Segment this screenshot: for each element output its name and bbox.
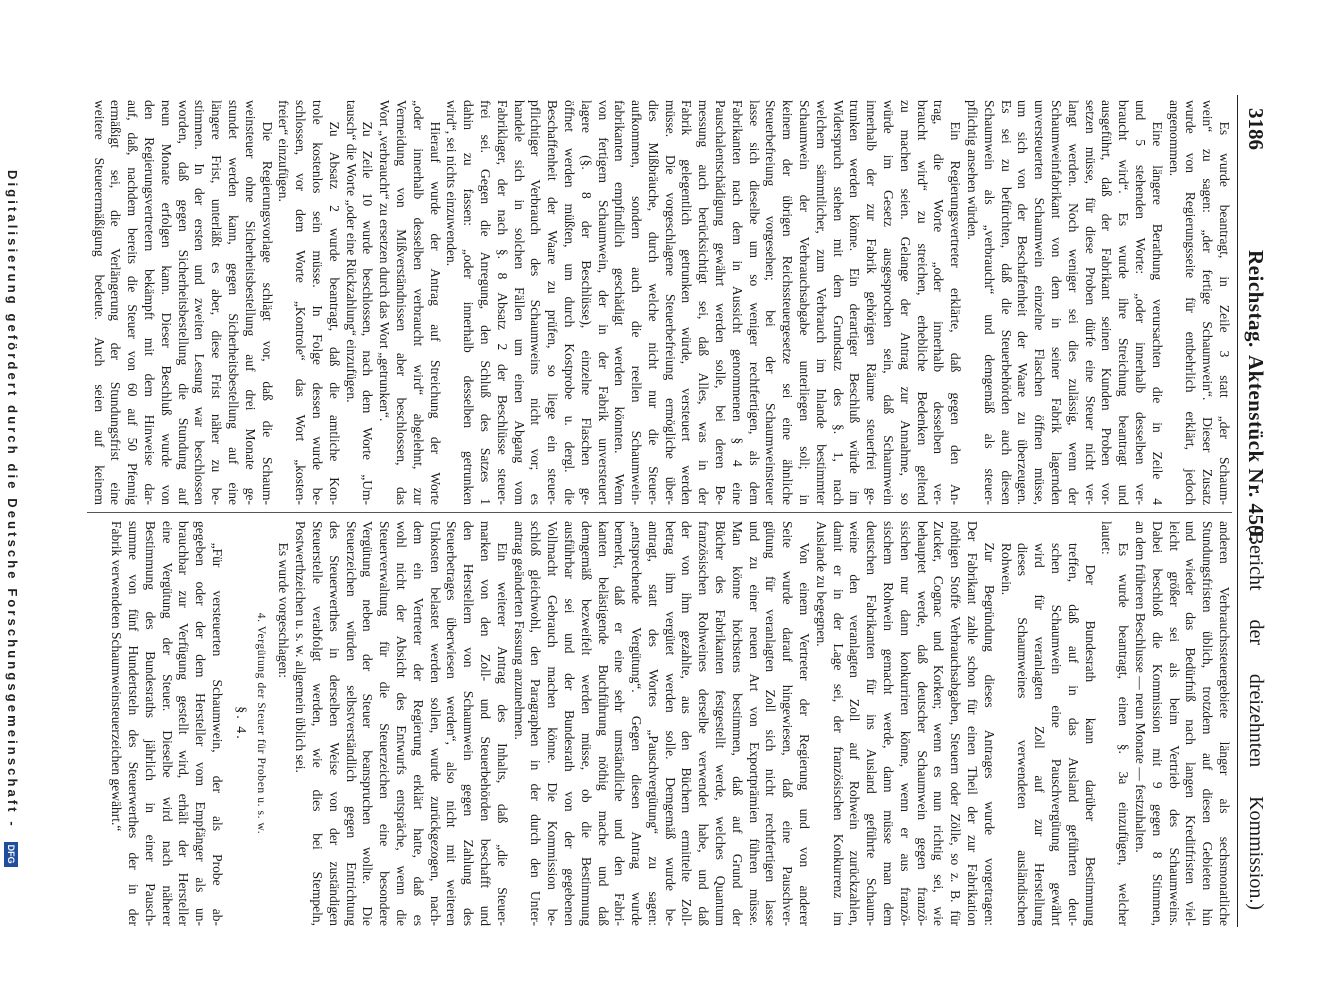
text-line: Pauschalentschädigung gewährt werden solle, bei deren Be-: [713, 100, 729, 505]
text-line: um sich von der Beschaffenheit der Waare zu überzeugen.: [1015, 100, 1031, 505]
text-line: lautet:: [1099, 521, 1115, 555]
text-line: summe von fünf Hundertsteln des Steuerwerthes der in der: [126, 521, 141, 926]
text-line: anderen Verbrauchssteuergebiete länger als sechsmonatliche: [1217, 521, 1232, 926]
column-divider: [87, 512, 1232, 513]
text-line: Von einem Vertreter der Regierung und von anderer: [797, 542, 813, 926]
text-line: Zur Begründung dieses Antrages wurde vorgetragen:: [981, 542, 997, 926]
text-line: aufkommen, sondern auch die reellen Schaumwein-: [629, 100, 645, 505]
text-line: Seite wurde darauf hingewiesen, daß eine Pauschver-: [780, 521, 796, 926]
paragraph-block: [342, 100, 376, 505]
text-line: Schaumwein der Verbrauchsabgabe unterliegen soll; in: [797, 100, 813, 505]
text-line: unversteuerten Schaumwein einzelne Flaschen öffnen müsse,: [1032, 100, 1048, 505]
text-line: dies Mißbräuche, durch welche nicht nur die Steuer-: [645, 100, 661, 505]
paragraph-block: [1131, 521, 1232, 926]
header-rule: [1237, 95, 1238, 927]
text-line: Bücher des Fabrikanten festgestellt werde, welches Quantum: [713, 521, 729, 926]
text-line: pflichtig ansehen würden.: [965, 100, 981, 240]
text-line: 4. Vergütung der Steuer für Proben u. s. w.: [254, 612, 267, 835]
report-title: (Bericht der dreizehnten Kommission.): [1245, 525, 1267, 910]
text-line: antragt, statt des Wortes „Pauschvergütung“ zu sagen:: [645, 521, 661, 926]
text-line: auf, daß, nachdem bereits die Steuer von 60 auf 50 Pfennig: [125, 100, 141, 505]
text-line: öffnet werden müßten, um durch Kostprobe u. dergl. die: [561, 100, 577, 505]
text-line: Der Bundesrath kann darüber Bestimmung: [1082, 564, 1098, 926]
text-line: gütung für veranlagten Zoll sich nicht rechtfertigen lasse: [763, 521, 779, 926]
text-line: dahin zu fassen: „oder innerhalb desselben getrunken: [461, 100, 477, 505]
text-line: betrag ihm vergütet werden solle. Demgemäß wurde be-: [662, 521, 678, 926]
text-line: „Für versteuerten Schaumwein, der als Probe ab-: [209, 542, 225, 926]
text-line: demgemäß bezweifelt werden müsse, ob die Bestimmung: [578, 521, 594, 926]
text-line: kanten belästigende Buchführung nöthig mache und daß: [595, 521, 611, 926]
text-line: und wieder das Bedürfniß nach langen Kreditfristen viel-: [1183, 521, 1199, 926]
text-line: setzen müsse, für diese Proben dürfe eine Steuer nicht ver-: [1082, 100, 1098, 505]
text-line: Schaumweinfabrikant von dem in seiner Fabrik lagernden: [1049, 100, 1065, 505]
dfg-logo: DFG: [4, 842, 18, 867]
paragraph-block: [275, 521, 292, 926]
text-line: weine den veranlagten Zoll auf Rohwein zurückzahlen,: [847, 521, 863, 926]
text-line: Ein weiterer Antrag des Inhalts, daß „die Steuer-: [494, 542, 510, 926]
right-column: [107, 521, 1232, 926]
text-line: Fabrikanten nach dem in Aussicht genommenen § 4 eine: [729, 100, 745, 505]
document-number: Aktenstück Nr. 459.: [1244, 355, 1268, 543]
text-line: sischem Rohwein gemacht werde, dann müsse man dem: [881, 521, 897, 926]
text-line: den Regierungsvertretern bekämpft mit dem Hinweise dar-: [142, 100, 157, 505]
text-line: Fabriklager, der nach §. 8 Absatz 2 der Beschlüsse steuer-: [494, 100, 510, 505]
text-line: Es wurde vorgeschlagen:: [276, 542, 292, 679]
section-block: [231, 521, 248, 926]
text-line: stundet werden kann, gegen Sicherheitsbestellung auf eine: [225, 100, 241, 505]
text-line: Steuerbefreiung vorgesehen; bei der Schaumweinsteuer: [763, 100, 779, 505]
text-line: zu machen seien. Gelange der Antrag zur Annahme, so: [897, 100, 913, 505]
text-line: damit er in der Lage sei, der französischen Konkurrenz im: [830, 521, 846, 926]
text-line: Vermeidung von Mißverständnissen aber beschlossen, das: [393, 100, 409, 505]
text-line: „entsprechende Vergütung“. Gegen diesen Antrag wurde: [629, 521, 645, 926]
subheading-block: [252, 521, 269, 926]
text-line: angenommen.: [1166, 100, 1182, 177]
text-line: „oder innerhalb desselben verbraucht wird“ abgelehnt, zur: [410, 100, 426, 505]
text-line: treffen, daß auf in das Ausland geführten deut-: [1065, 543, 1081, 926]
text-line: der von ihm gezahlte, aus den Büchern ermittelte Zoll-: [679, 521, 695, 926]
text-line: braucht wird“. Es wurde ihre Streichung beantragt und: [1116, 100, 1132, 505]
text-line: antrag geänderten Fassung anzunehmen.: [511, 521, 527, 740]
running-header: [1242, 0, 1270, 1000]
text-line: Dabei beschloß die Kommission mit 9 gegen 8 Stimmen,: [1149, 521, 1165, 926]
text-line: wein“ zu sagen: „der fertige Schaumwein“. Dieser Zusatz: [1200, 100, 1216, 505]
text-line: neun Monate erfolgen kann. Dieser Beschluß wurde von: [158, 100, 174, 505]
text-line: brauchbar zur Verfügung gestellt wird, erhält der Hersteller: [176, 521, 192, 926]
text-line: Schaumwein als „verbraucht“ und demgemäß als steuer-: [981, 100, 997, 505]
text-line: schlossen, vor dem Worte „Kontrole“ das Wort „kosten-: [293, 100, 309, 505]
text-line: Steuerbetrages überwiesen werden“, also nicht mit weiteren: [444, 521, 460, 926]
text-line: längere Frist, unterläßt es aber, diese Frist näher zu be-: [209, 100, 225, 505]
paragraph-block: [1165, 100, 1232, 505]
text-line: freier“ einzufügen.: [276, 100, 292, 202]
text-line: dem ein Vertreter der Regierung erklärt hatte, daß es: [410, 521, 426, 926]
paragraph-block: [107, 521, 225, 926]
paragraph-block: [275, 100, 342, 505]
text-line: leicht größer sei als beim Vertrieb des Schaumweins.: [1166, 521, 1182, 926]
text-line: Steuerstelle verabfolgt werden, wie dies bei Stempeln,: [309, 521, 325, 926]
text-line: §. 4.: [232, 706, 248, 741]
text-line: und zu einer neuen Art von Exportprämien führen müsse.: [746, 521, 762, 926]
text-line: französischen Rohweines derselbe verwendet habe, und daß: [696, 521, 712, 926]
text-line: fabrikanten empfindlich geschädigt werden könnten. Wenn: [612, 100, 628, 505]
text-line: wird“, sei nichts einzuwenden.: [444, 100, 460, 267]
text-line: wurde von Regierungsseite für entbehrlich erklärt, jedoch: [1183, 100, 1199, 505]
paragraph-block: [375, 100, 442, 505]
text-line: Eine längere Berathung verursachten die in Zeile 4: [1149, 121, 1165, 505]
text-line: dieses Schaumweines verwendeten ausländischen: [1015, 543, 1031, 926]
text-line: ausgeführt, daß der Fabrikant seinen Kunden Proben vor-: [1099, 100, 1115, 505]
text-line: pflichtiger Verbrauch des Schaumweins nicht vor; es: [528, 100, 544, 505]
text-line: Bestimmung des Bundesraths jährlich in einer Pausch-: [142, 521, 158, 926]
text-line: Unkosten belastet werden sollen, wurde zurückgezogen, nach-: [427, 521, 443, 926]
text-line: Zucker, Cognac und Korken; wenn es nun richtig sei, wie: [931, 521, 947, 926]
text-line: schen Schaumwein eine Pauschvergütung gewährt: [1049, 543, 1065, 926]
text-line: weinsteuer ohne Sicherheitsbestellung auf drei Monate ge-: [242, 100, 258, 505]
text-line: tausch“ die Worte „oder eine Rückzahlung“ einzufügen.: [343, 100, 359, 403]
text-line: Fabrik gelegentlich getrunken würde, versteuert werden: [679, 100, 695, 505]
text-line: worden, daß gegen Sicherheitsbestellung die Stundung auf: [175, 100, 191, 505]
text-line: schloß gleichwohl, den Paragraphen in der durch den Unter-: [528, 521, 544, 926]
text-line: lagere (§. 8 der Beschlüsse), einzelne Flaschen ge-: [578, 100, 594, 505]
text-line: würde im Gesetz ausgesprochen sein, daß Schaumwein: [881, 100, 897, 505]
paragraph-block: [90, 100, 275, 505]
text-line: nöthigen Stoffe Verbrauchsabgaben, Steuern oder Zölle, so z. B. für: [948, 521, 964, 926]
quote-block: [997, 521, 1098, 926]
paragraph-block: [443, 100, 964, 505]
text-line: Auslande zu begegnen.: [813, 521, 829, 647]
text-line: Man könne höchstens bestimmen, daß auf Grund der: [729, 521, 745, 926]
text-line: Vergütung neben der Steuer beanspruchen wollte. Die: [360, 521, 376, 926]
text-line: den Herstellern von Schaumwein gegen Zahlung des: [461, 521, 477, 926]
text-line: trole kostenlos sein müsse. In Folge dessen wurde be-: [309, 100, 325, 505]
text-line: langt werden. Noch weniger sei dies zulässig, wenn der: [1065, 100, 1081, 505]
text-line: behauptet werde, daß deutscher Schaumwein gegen franzö-: [914, 521, 930, 926]
text-line: eine Vergütung der Steuer. Dieselbe wird nach näherer: [159, 521, 175, 926]
publication-title: Reichstag.: [1244, 250, 1268, 348]
text-line: wohl nicht der Absicht des Entwurfs entspräche, wenn die: [393, 521, 409, 926]
text-line: messung auch berücksichtigt sei, daß Alles, was in der: [696, 100, 712, 505]
text-line: Stundungsfristen üblich, trotzdem auf diesen Gebieten hin: [1200, 521, 1216, 926]
text-line: Der Fabrikant zahle schon für einen Theil der zur Fabrikation: [965, 521, 981, 926]
text-line: Beschaffenheit der Waare zu prüfen, so liege ein steuer-: [545, 100, 561, 505]
text-line: des Steuerwerthes in derselben Weise von der zuständigen: [326, 521, 342, 926]
text-line: Widerspruch stehen mit dem Grundsatz des §. 1, nach: [830, 100, 846, 505]
text-line: Rohwein.: [998, 543, 1014, 596]
text-line: müsse. Die vorgeschlagene Steuerbefreiung ermögliche über-: [662, 100, 678, 505]
paragraph-block: [291, 521, 509, 926]
text-line: Steuerverwaltung für die Steuerzeichen eine besondere: [377, 521, 393, 926]
text-line: Hierauf wurde der Antrag auf Streichung der Worte: [427, 121, 443, 505]
text-line: Steuerzeichen würden selbstverständlich gegen Entrichtung: [343, 521, 359, 926]
text-line: gegeben oder der dem Hersteller vom Empfänger als un-: [193, 521, 209, 926]
text-line: Es wurde beantragt, einen §. 3a einzufügen, welcher: [1116, 542, 1132, 926]
text-line: Ein Regierungsvertreter erklärte, daß gegen den An-: [948, 121, 964, 505]
text-line: Zu Zeile 10 wurde beschlossen, nach dem Worte „Um-: [360, 121, 376, 505]
text-line: innerhalb der zur Fabrik gehörigen Räume steuerfrei ge-: [864, 100, 880, 505]
text-line: braucht wird“ zu streichen, erhebliche Bedenken geltend: [914, 100, 930, 505]
text-line: frei sei. Gegen die Anregung, den Schluß des Satzes 1: [477, 100, 493, 505]
page-number: 3186: [1244, 108, 1268, 150]
text-line: stimmen. In der ersten und zweiten Lesung war beschlossen: [192, 100, 208, 505]
text-line: Die Regierungsvorlage schlägt vor, daß die Schaum-: [259, 121, 275, 505]
credit-text: Digitalisierung gefördert durch die Deutsche Forschungsgemeinschaft -: [5, 170, 20, 829]
digitization-credit: [4, 170, 20, 867]
paragraph-block: [1098, 521, 1132, 926]
text-line: keinem der übrigen Reichssteuergesetze sei eine ähnliche: [780, 100, 796, 505]
text-line: welchem sämmtlicher, zum Verbrauch im Inlande bestimmter: [813, 100, 829, 505]
paragraph-block: [963, 100, 1165, 505]
text-line: Fabrik verwendeten Schaumweinsteuerzeichen gewährt.“: [109, 521, 125, 832]
text-line: trag, die Worte „oder innerhalb desselben ver-: [931, 100, 947, 505]
text-line: an dem früheren Beschlusse — neun Monate — festzuhalten.: [1133, 521, 1149, 853]
text-line: ermäßigt sei, die Verlängerung der Stundungsfrist eine: [108, 100, 124, 505]
text-line: und 5 stehenden Worte: „oder innerhalb desselben ver-: [1133, 100, 1149, 505]
text-line: sischen nur dann konkurriren könne, wenn er aus franzö-: [897, 521, 913, 926]
paragraph-block: [812, 521, 997, 926]
text-line: Zu Absatz 2 wurde beantragt, daß die amtliche Kon-: [326, 121, 342, 505]
text-line: Wort „verbraucht“ zu ersetzen durch das Wort „getrunken“.: [377, 100, 393, 422]
text-line: marken von den Zoll- und Steuerbehörden beschafft und: [477, 521, 493, 926]
text-line: Es sei zu befürchten, daß die Steuerbehörden auch diesen: [998, 100, 1014, 505]
text-line: weitere Steuerermäßigung bedeute. Auch seien auf keinem: [91, 100, 107, 505]
paragraph-block: [510, 521, 812, 926]
text-line: wird für veranlagten Zoll auf zur Herstellung: [1032, 543, 1048, 926]
text-line: lasse sich dieselbe um so weniger rechtfertigen, als dem: [746, 100, 762, 505]
text-line: Es wurde beantragt, in Zeile 3 statt „der Schaum-: [1217, 121, 1232, 505]
left-column: [90, 100, 1232, 505]
text-line: ausführbar sei und der Bundesrath von der gegebenen: [561, 521, 577, 926]
text-line: trunken werden könne. Ein derartiger Beschluß würde im: [847, 100, 863, 505]
text-line: handele sich in solchen Fällen um einen Abgang vom: [511, 100, 527, 505]
text-line: bemerkt, daß er eine sehr umständliche und den Fabri-: [612, 521, 628, 926]
text-line: Postwerthzeichen u. s. w. allgemein üblich sei.: [293, 521, 309, 773]
text-line: von fertigem Schaumwein, der in der Fabrik unversteuert: [595, 100, 611, 505]
text-line: Vollmacht Gebrauch machen könne. Die Kommission be-: [545, 521, 561, 926]
text-line: deutschen Fabrikanten für ins Ausland geführte Schaum-: [864, 521, 880, 926]
